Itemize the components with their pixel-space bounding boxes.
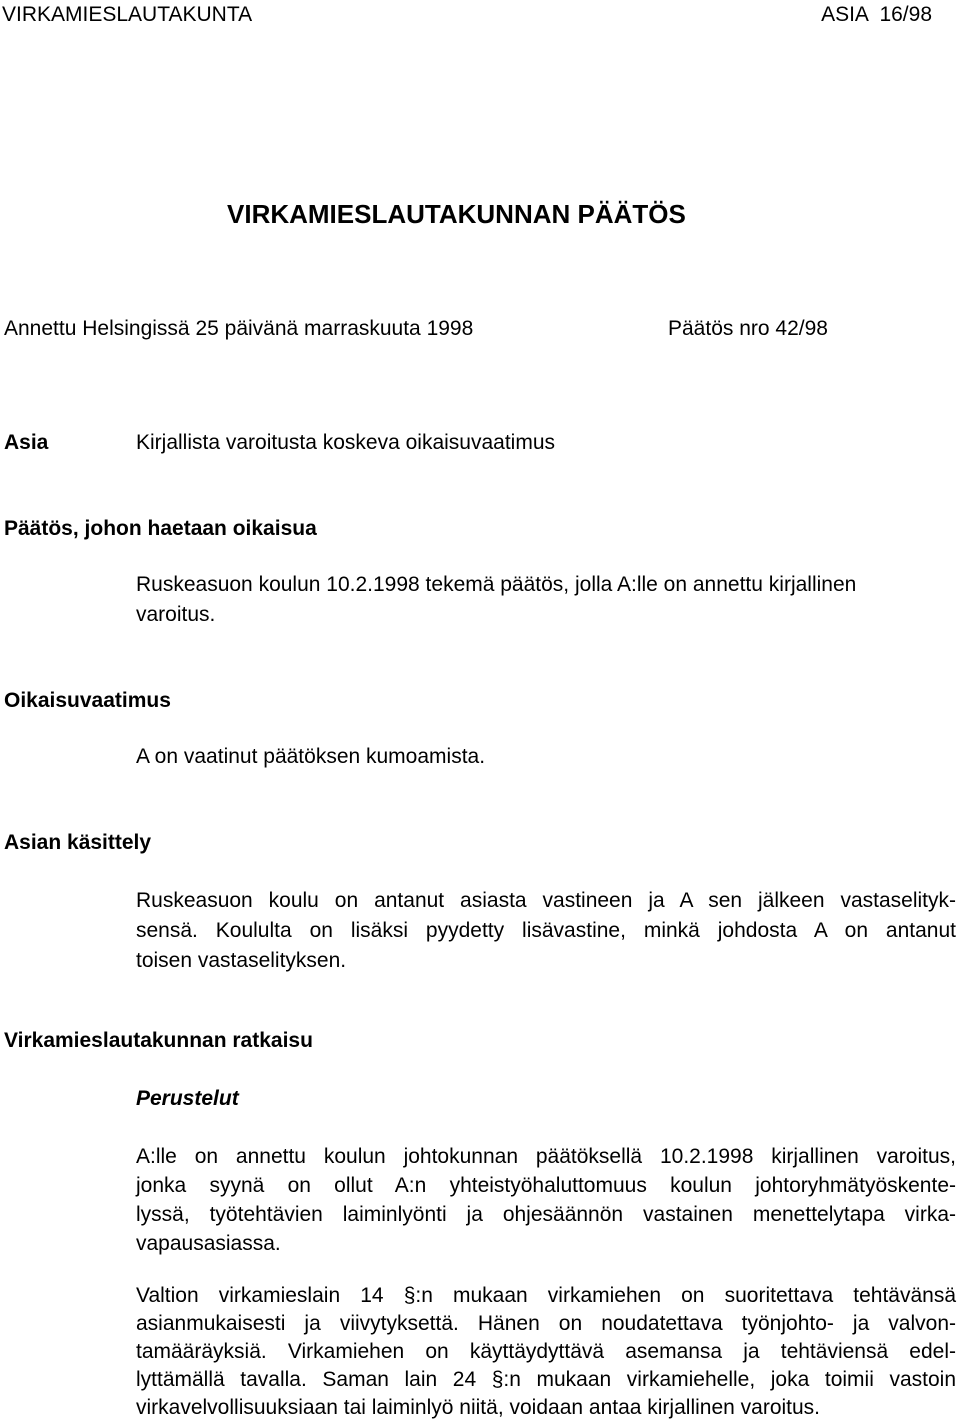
claim-text: A on vaatinut päätöksen kumoamista. — [136, 745, 486, 768]
ruling-line: lyssä, työtehtävien laiminlyönti ja ohjesäännön vastainen menettelytapa virka- — [136, 1203, 956, 1226]
ruling-line: vapausasiassa. — [136, 1232, 281, 1255]
appealed-line-1: Ruskeasuon koulun 10.2.1998 tekemä päätös, jolla A:lle on annettu kirjallinen — [136, 573, 857, 596]
handling-line: sensä. Koululta on lisäksi pyydetty lisävastine, minkä johdosta A on antanut — [136, 919, 956, 942]
document-title: VIRKAMIESLAUTAKUNNAN PÄÄTÖS — [227, 199, 686, 229]
ruling-line: jonka syynä on ollut A:n yhteistyöhaluttomuus koulun johtoryhmätyöskente- — [136, 1174, 956, 1197]
handling-paragraph — [136, 886, 956, 976]
ruling-line: virkavelvollisuuksiaan tai laiminlyö niitä, voidaan antaa kirjallinen varoitus. — [136, 1396, 821, 1419]
claim-heading: Oikaisuvaatimus — [4, 689, 171, 712]
header-left: VIRKAMIESLAUTAKUNTA — [2, 3, 253, 26]
header-right: ASIA 16/98 — [821, 3, 932, 26]
ruling-paragraph-2 — [136, 1282, 956, 1422]
issued-place-date: Annettu Helsingissä 25 päivänä marraskuuta 1998 — [4, 317, 474, 340]
asia-text: Kirjallista varoitusta koskeva oikaisuvaatimus — [136, 431, 556, 454]
ruling-line: asianmukaisesti ja viivytyksettä. Hänen on noudatettava työnjohto- ja valvon- — [136, 1312, 956, 1335]
ruling-line: A:lle on annettu koulun johtokunnan päätöksellä 10.2.1998 kirjallinen varoitus, — [136, 1145, 956, 1168]
handling-heading: Asian käsittely — [4, 831, 152, 854]
reasons-subheading: Perustelut — [136, 1087, 239, 1110]
ruling-line: lyttämällä tavalla. Saman lain 24 §:n mukaan virkamiehelle, joka toimii vastoin — [136, 1368, 956, 1391]
decision-number: Päätös nro 42/98 — [668, 317, 828, 340]
ruling-line: tamääräyksiä. Virkamiehen on käyttäydyttävä asemansa ja tehtäviensä edel- — [136, 1340, 956, 1363]
ruling-line: Valtion virkamieslain 14 §:n mukaan virkamiehen on suoritettava tehtävänsä — [136, 1284, 956, 1307]
appealed-decision-heading: Päätös, johon haetaan oikaisua — [4, 517, 317, 540]
asia-label: Asia — [4, 431, 49, 454]
appealed-line-2: varoitus. — [136, 603, 216, 626]
ruling-heading: Virkamieslautakunnan ratkaisu — [4, 1029, 313, 1052]
handling-line: Ruskeasuon koulu on antanut asiasta vastineen ja A sen jälkeen vastaselityk- — [136, 889, 956, 912]
ruling-paragraph-1 — [136, 1142, 956, 1258]
handling-line: toisen vastaselityksen. — [136, 949, 347, 972]
